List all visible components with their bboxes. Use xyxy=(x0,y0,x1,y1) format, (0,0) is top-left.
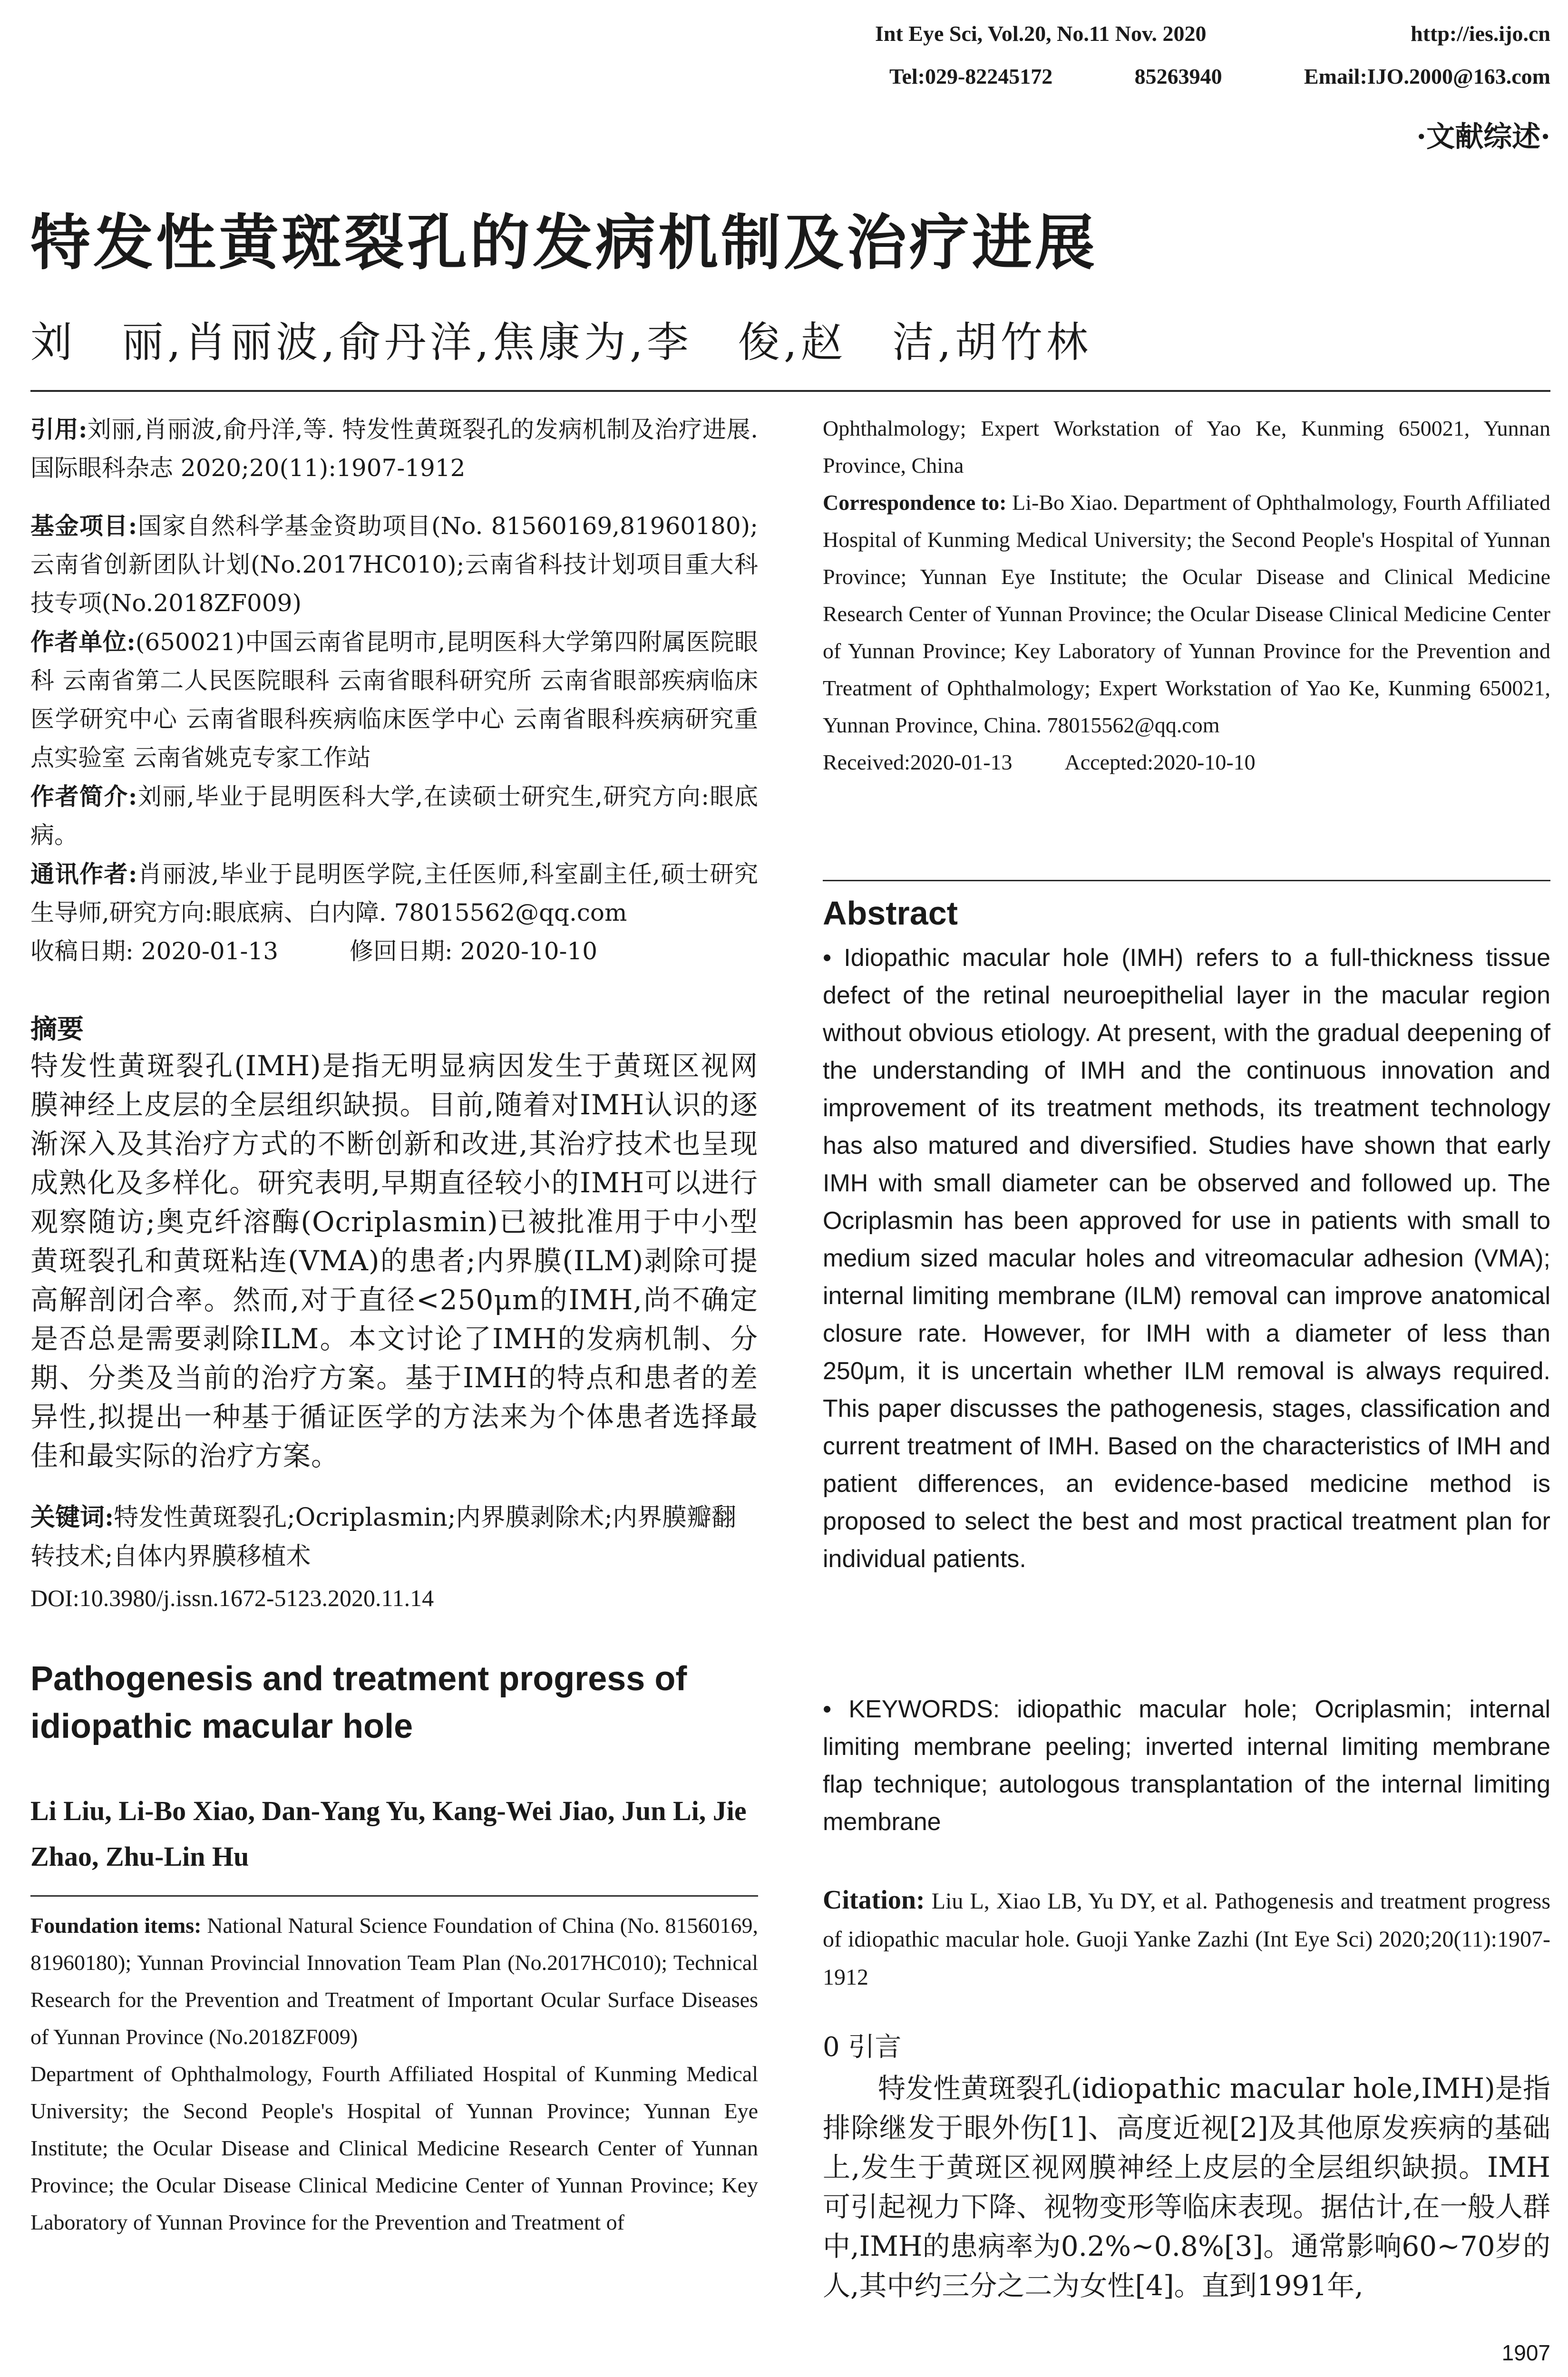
correspondence-en-text: Li-Bo Xiao. Department of Ophthalmology, Fourth Affiliated Hospital of Kunming Medical University; the Second People's Hospital of Yunnan Province; Yunnan Eye Institute; the Ocular Disease and Clinical Medicine Research Center of Yunnan Province; the Ocular Disease Clinical Medicine Center of Yunnan Province; Key Laboratory of Yunnan Province for the Prevention and Treatment of Ophthalmology; Expert Workstation of Yao Ke, Kunming 650021, Yunnan Province, China. 78015562@qq.com xyxy=(823,490,1551,737)
left-divider xyxy=(30,1895,758,1897)
citation-en-label: Citation: xyxy=(823,1885,925,1915)
page-number: 1907 xyxy=(1501,2340,1550,2365)
received-accepted xyxy=(823,744,1550,781)
department-en: Department of Ophthalmology, Fourth Affiliated Hospital of Kunming Medical University; the Second People's Hospital of Yunnan Province; Yunnan Eye Institute; the Ocular Disease and Clinical Medicine Research Center of Yunnan Province; the Ocular Disease Clinical Medicine Center of Yunnan Province; Key Laboratory of Yunnan Province for the Prevention and Treatment of xyxy=(30,2062,758,2234)
unit-cn-text: (650021)中国云南省昆明市,昆明医科大学第四附属医院眼科 云南省第二人民医院眼科 云南省眼科研究所 云南省眼部疾病临床医学研究中心 云南省眼科疾病临床医学中心 云南省眼科疾病研究重点实验室 云南省姚克专家工作站 xyxy=(30,628,758,771)
article-title-en: Pathogenesis and treatment progress of idiopathic macular hole xyxy=(30,1660,687,1745)
dates-cn: 收稿日期: 2020-01-13 修回日期: 2020-10-10 xyxy=(30,937,598,965)
correspondence-en xyxy=(823,484,1550,744)
abstract-en-heading: Abstract xyxy=(823,895,958,932)
abstract-cn-heading: 摘要 xyxy=(30,1013,84,1045)
citation-cn xyxy=(30,410,758,487)
authors-cn: 刘 丽,肖丽波,俞丹洋,焦康为,李 俊,赵 洁,胡竹林 xyxy=(30,318,1092,367)
journal-tel: Tel:029-82245172 xyxy=(889,64,1053,88)
foundation-en-label: Foundation items: xyxy=(30,1913,202,1938)
intro-body: 特发性黄斑裂孔(idiopathic macular hole,IMH)是指排除继发于眼外伤[1]、高度近视[2]及其他原发疾病的基础上,发生于黄斑区视网膜神经上皮层的全层组织缺损。IMH可引起视力下降、视物变形等临床表现。据估计,在一般人群中,IMH的患病率为0.2%~0.8%[3]。通常影响60~70岁的人,其中约三分之二为女性[4]。直到1991年, xyxy=(823,2072,1550,2302)
right-divider xyxy=(823,880,1550,881)
citation-en xyxy=(823,1881,1550,1997)
unit-cn xyxy=(30,623,758,777)
foundation-en xyxy=(30,1907,758,2056)
department-en-cont: Ophthalmology; Expert Workstation of Yao Ke, Kunming 650021, Yunnan Province, China xyxy=(823,416,1550,477)
corr-cn-label: 通讯作者: xyxy=(30,860,137,888)
journal-header-line2 xyxy=(889,64,1550,102)
corr-cn-text: 肖丽波,毕业于昆明医学院,主任医师,科室副主任,硕士研究生导师,研究方向:眼底病、白内障. 78015562@qq.com xyxy=(30,860,758,926)
top-divider xyxy=(30,390,1550,392)
received-date: Received:2020-01-13 xyxy=(823,750,1013,774)
abstract-cn-body: 特发性黄斑裂孔(IMH)是指无明显病因发生于黄斑区视网膜神经上皮层的全层组织缺损。目前,随着对IMH认识的逐渐深入及其治疗方式的不断创新和改进,其治疗技术也呈现成熟化及多样化。研究表明,早期直径较小的IMH可以进行观察随访;奥克纤溶酶(Ocriplasmin)已被批准用于中小型黄斑裂孔和黄斑粘连(VMA)的患者;内界膜(ILM)剥除可提高解剖闭合率。然而,对于直径<250μm的IMH,尚不确定是否总是需要剥除ILM。本文讨论了IMH的发病机制、分期、分类及当前的治疗方案。基于IMH的特点和患者的差异性,拟提出一种基于循证医学的方法来为个体患者选择最佳和最实际的治疗方案。 xyxy=(30,1050,758,1472)
journal-info: Int Eye Sci, Vol.20, No.11 Nov. 2020 xyxy=(875,21,1207,46)
abstract-en-body: • Idiopathic macular hole (IMH) refers to a full-thickness tissue defect of the retinal neuroepithelial layer in the macular region without obvious etiology. At present, with the gradual deepening of the understanding of IMH and the continuous innovation and improvement of its treatment methods, its treatment technology has also matured and diversified. Studies have shown that early IMH with small diameter can be observed and followed up. The Ocriplasmin has been approved for use in patients with small to medium sized macular holes and vitreomacular adhesion (VMA); internal limiting membrane (ILM) removal can improve anatomical closure rate. However, for IMH with a diameter of less than 250μm, it is uncertain whether ILM removal is always required. This paper discusses the pathogenesis, stages, classification and current treatment of IMH. Based on the characteristics of IMH and patient differences, an evidence-based medicine method is proposed to select the best and most practical treatment plan for individual patients. xyxy=(823,944,1550,1573)
citation-cn-label: 引用: xyxy=(30,415,88,443)
unit-cn-label: 作者单位: xyxy=(30,628,136,656)
foundation-en-text: National Natural Science Foundation of China (No. 81560169, 81960180); Yunnan Provincial Innovation Team Plan (No.2017HC010); Technical Research for the Prevention and Treatment of Important Ocular Surface Diseases of Yunnan Province (No.2018ZF009) xyxy=(30,1913,759,2049)
journal-email[interactable]: Email:IJO.2000@163.com xyxy=(1304,64,1550,88)
bio-cn-text: 刘丽,毕业于昆明医科大学,在读硕士研究生,研究方向:眼底病。 xyxy=(30,783,758,849)
journal-header-line1 xyxy=(875,21,1550,59)
fund-cn-text: 国家自然科学基金资助项目(No. 81560169,81960180);云南省创新团队计划(No.2017HC010);云南省科技计划项目重大科技专项(No.2018ZF009) xyxy=(30,512,758,617)
section-tag: ·文献综述· xyxy=(1416,120,1550,154)
intro-heading: 0 引言 xyxy=(823,2032,902,2063)
fund-cn-label: 基金项目: xyxy=(30,512,137,540)
doi[interactable]: DOI:10.3980/j.issn.1672-5123.2020.11.14 xyxy=(30,1585,434,1611)
article-meta-cn xyxy=(30,410,758,971)
keywords-en: • KEYWORDS: idiopathic macular hole; Ocriplasmin; internal limiting membrane peeling; inverted internal limiting membrane flap technique; autologous transplantation of the internal limiting membrane xyxy=(823,1695,1550,1836)
page-title: 特发性黄斑裂孔的发病机制及治疗进展 xyxy=(30,207,1098,278)
bio-cn xyxy=(30,777,758,855)
fund-cn xyxy=(30,507,758,623)
keywords-cn xyxy=(30,1498,758,1576)
authors-en: Li Liu, Li-Bo Xiao, Dan-Yang Yu, Kang-Wei Jiao, Jun Li, Jie Zhao, Zhu-Lin Hu xyxy=(30,1795,747,1872)
corr-cn xyxy=(30,855,758,932)
bio-cn-label: 作者简介: xyxy=(30,782,137,810)
affiliation-en-cont xyxy=(823,410,1550,781)
citation-en-text: Liu L, Xiao LB, Yu DY, et al. Pathogenesis and treatment progress of idiopathic macular hole. Guoji Yanke Zazhi (Int Eye Sci) 2020;20(11):1907-1912 xyxy=(823,1889,1551,1990)
accepted-date: Accepted:2020-10-10 xyxy=(1064,750,1256,774)
keywords-cn-label: 关键词: xyxy=(30,1503,114,1532)
affiliation-en xyxy=(30,1907,758,2241)
citation-cn-text: 刘丽,肖丽波,俞丹洋,等. 特发性黄斑裂孔的发病机制及治疗进展. 国际眼科杂志 2020;20(11):1907-1912 xyxy=(30,416,758,482)
correspondence-en-label: Correspondence to: xyxy=(823,490,1007,515)
journal-url[interactable]: http://ies.ijo.cn xyxy=(1411,21,1550,46)
keywords-cn-text: 特发性黄斑裂孔;Ocriplasmin;内界膜剥除术;内界膜瓣翻转技术;自体内界膜移植术 xyxy=(30,1503,737,1571)
journal-tel2: 85263940 xyxy=(1134,64,1222,88)
